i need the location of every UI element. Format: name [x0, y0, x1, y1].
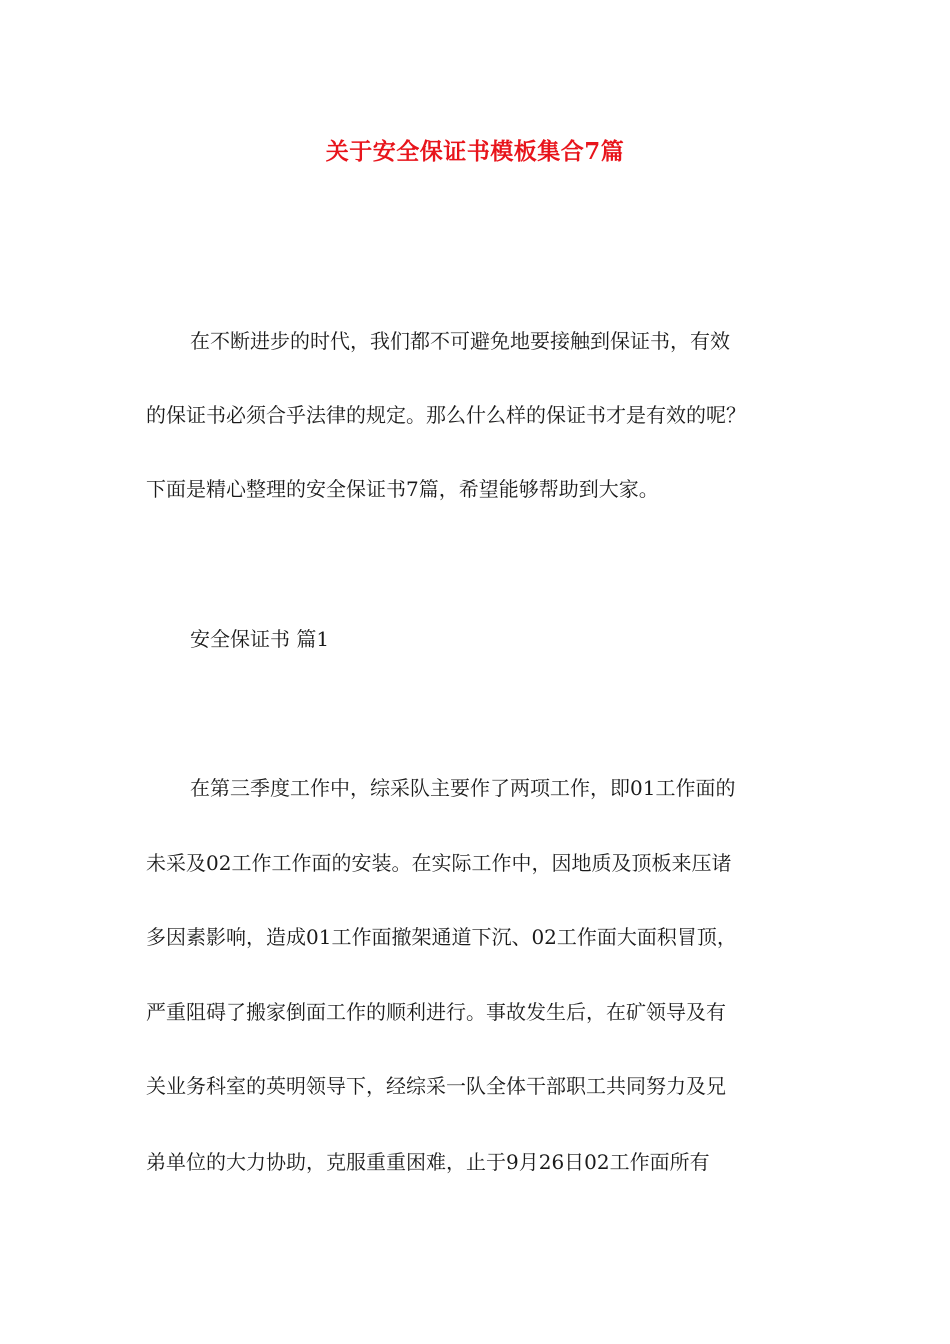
body-line: 多因素影响，造成01工作面撤架通道下沉、02工作面大面积冒顶， [146, 925, 737, 949]
body-line: 在第三季度工作中，综采队主要作了两项工作，即01工作面的 [190, 776, 736, 800]
body-line: 未采及02工作工作面的安装。在实际工作中，因地质及顶板来压诸 [146, 851, 732, 875]
intro-line: 下面是精心整理的安全保证书7篇，希望能够帮助到大家。 [146, 477, 659, 501]
intro-line: 的保证书必须合乎法律的规定。那么什么样的保证书才是有效的呢？ [146, 403, 746, 427]
document-title: 关于安全保证书模板集合7篇 [325, 138, 625, 165]
intro-line: 在不断进步的时代，我们都不可避免地要接触到保证书，有效 [190, 329, 730, 353]
body-line: 严重阻碍了搬家倒面工作的顺利进行。事故发生后，在矿领导及有 [146, 1000, 726, 1024]
section-heading: 安全保证书 篇1 [190, 627, 330, 651]
body-line: 关业务科室的英明领导下，经综采一队全体干部职工共同努力及兄 [146, 1074, 726, 1098]
body-line: 弟单位的大力协助，克服重重困难，止于9月26日02工作面所有 [146, 1150, 710, 1174]
